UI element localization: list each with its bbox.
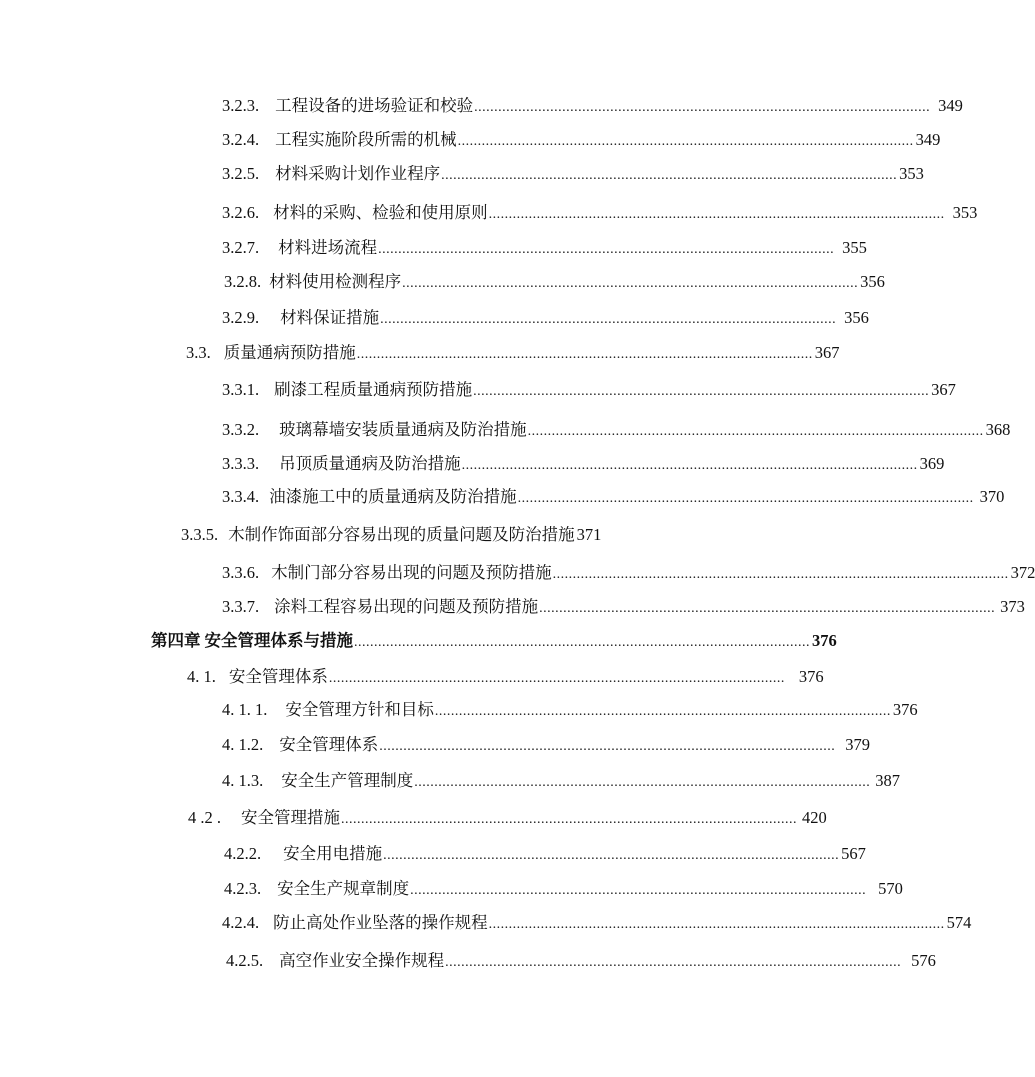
toc-leader: .................................................................................................................. [474,100,931,115]
toc-title: 涂料工程容易出现的问题及预防措施 [274,597,539,616]
toc-entry[interactable] [224,271,885,295]
toc-entry[interactable] [226,950,936,974]
toc-page-number: 353 [952,203,978,222]
toc-page-number: 349 [915,130,941,149]
toc-page-number: 370 [979,487,1005,506]
toc-number: 3.3. [186,343,211,362]
toc-title: 质量通病预防措施 [223,343,356,362]
toc-leader: .................................................................................................................. [441,168,898,183]
toc-number: 3.2.3. [222,96,260,115]
toc-leader: .................................................................................................................. [552,567,1009,582]
toc-title: 工程实施阶段所需的机械 [275,130,457,149]
toc-page-number: 367 [931,380,956,399]
toc-leader: .................................................................................................................. [379,739,836,754]
toc-entry[interactable] [222,562,1035,586]
toc-leader: .................................................................................................................. [380,312,837,327]
toc-entry[interactable] [222,129,941,153]
toc-page-number: 420 [802,808,827,827]
toc-leader: .................................................................................................................. [445,955,902,970]
toc-title: 安全管理体系 [279,735,379,754]
toc-number: 3.2.8. [224,272,262,291]
toc-number: 3.2.4. [222,130,260,149]
toc-title: 材料进场流程 [278,238,378,257]
toc-title: 刷漆工程质量通病预防措施 [274,380,473,399]
toc-title: 材料保证措施 [280,308,380,327]
toc-number: 4. 1. [187,667,216,686]
toc-number: 3.3.5. [181,525,219,544]
toc-leader: .................................................................................................................. [341,812,797,827]
toc-entry[interactable] [222,770,900,794]
toc-number: 4. 1.3. [222,771,264,790]
toc-page-number: 349 [938,96,963,115]
toc-entry[interactable] [222,237,867,261]
toc-leader: .................................................................................................................. [378,242,835,257]
toc-title: 安全生产规章制度 [277,879,410,898]
toc-page-number: 376 [812,631,837,650]
toc-entry[interactable] [222,596,1025,620]
toc-page-number: 356 [860,272,885,291]
toc-number: 3.2.9. [222,308,260,327]
toc-chapter-title: 安全管理体系与措施 [204,631,353,650]
toc-number: 4.2.2. [224,844,262,863]
toc-number: 3.3.2. [222,420,260,439]
toc-leader: .................................................................................................................. [461,458,918,473]
toc-entry[interactable] [222,95,963,119]
toc-leader: .................................................................................................................. [383,848,840,863]
toc-number: 4.2.4. [222,913,260,932]
toc-entry[interactable] [222,699,918,723]
toc-leader: .................................................................................................................. [410,883,867,898]
toc-title: 高空作业安全操作规程 [279,951,445,970]
toc-page-number: 371 [576,525,602,544]
toc-entry[interactable] [222,453,945,477]
toc-page-number: 372 [1010,563,1035,582]
toc-chapter-entry[interactable] [151,630,837,654]
toc-entry[interactable] [224,843,866,867]
toc-page-number: 368 [985,420,1011,439]
toc-number: 4.2.5. [226,951,264,970]
toc-leader: .................................................................................................................. [356,347,813,362]
toc-leader: .................................................................................................................. [328,671,785,686]
toc-entry[interactable] [188,807,827,831]
toc-title: 木制作饰面部分容易出现的质量问题及防治措施 [228,525,575,544]
toc-chapter-number: 第四章 [151,631,201,650]
toc-leader: .................................................................................................................. [517,491,974,506]
toc-number: 3.3.1. [222,380,260,399]
toc-page-number: 387 [875,771,900,790]
toc-leader: .................................................................................................................. [488,207,945,222]
toc-page-number: 574 [946,913,972,932]
toc-number: 4 .2 . [188,808,221,827]
toc-entry[interactable] [222,307,869,331]
toc-number: 3.3.6. [222,563,260,582]
toc-title: 安全管理方针和目标 [285,700,434,719]
toc-title: 安全管理措施 [241,808,340,827]
toc-number: 3.2.5. [222,164,260,183]
toc-leader: .................................................................................................................. [527,424,984,439]
toc-page-number: 356 [844,308,869,327]
toc-number: 3.3.4. [222,487,260,506]
toc-leader: .................................................................................................................. [473,384,930,399]
toc-title: 材料采购计划作业程序 [275,164,441,183]
toc-entry[interactable] [224,878,903,902]
toc-entry[interactable] [222,912,972,936]
toc-entry[interactable] [222,734,870,758]
toc-number: 3.2.7. [222,238,260,257]
toc-leader: .................................................................................................................. [354,635,810,650]
toc-number: 3.2.6. [222,203,260,222]
toc-leader: .................................................................................................................. [402,276,859,291]
toc-number: 4.2.3. [224,879,262,898]
toc-leader: .................................................................................................................. [434,704,891,719]
toc-entry[interactable] [222,163,924,187]
toc-title: 工程设备的进场验证和校验 [275,96,474,115]
toc-title: 木制门部分容易出现的问题及预防措施 [271,563,552,582]
toc-page-number: 576 [911,951,936,970]
toc-page-number: 379 [845,735,870,754]
toc-title: 安全生产管理制度 [281,771,414,790]
toc-page-number: 369 [919,454,945,473]
toc-entry[interactable] [186,342,840,366]
toc-entry[interactable] [187,666,824,690]
toc-page-number: 373 [1000,597,1025,616]
toc-page-number: 570 [878,879,903,898]
toc-number: 3.3.7. [222,597,260,616]
toc-leader: .................................................................................................................. [414,775,871,790]
toc-title: 材料使用检测程序 [269,272,402,291]
toc-title: 安全用电措施 [283,844,383,863]
toc-title: 防止高处作业坠落的操作规程 [273,913,488,932]
toc-title: 吊顶质量通病及防治措施 [279,454,461,473]
toc-page-number: 376 [798,667,824,686]
toc-number: 3.3.3. [222,454,260,473]
toc-number: 4. 1.2. [222,735,264,754]
toc-title: 材料的采购、检验和使用原则 [273,203,488,222]
toc-title: 油漆施工中的质量通病及防治措施 [269,487,517,506]
toc-page-number: 376 [892,700,918,719]
toc-entry[interactable] [222,486,1005,510]
toc-page-number: 355 [842,238,867,257]
toc-leader: .................................................................................................................. [488,917,945,932]
toc-entry[interactable] [222,202,978,226]
toc-entry[interactable] [222,419,1011,443]
toc-entry[interactable] [222,379,956,403]
toc-title: 玻璃幕墙安装质量通病及防治措施 [279,420,527,439]
toc-leader: .................................................................................................................. [539,601,996,616]
toc-number: 4. 1. 1. [222,700,268,719]
toc-page-number: 567 [841,844,866,863]
toc-page-number: 367 [814,343,840,362]
toc-title: 安全管理体系 [228,667,328,686]
toc-entry[interactable] [181,524,657,546]
toc-page-number: 353 [899,164,924,183]
toc-leader: .................................................................................................................. [457,134,914,149]
